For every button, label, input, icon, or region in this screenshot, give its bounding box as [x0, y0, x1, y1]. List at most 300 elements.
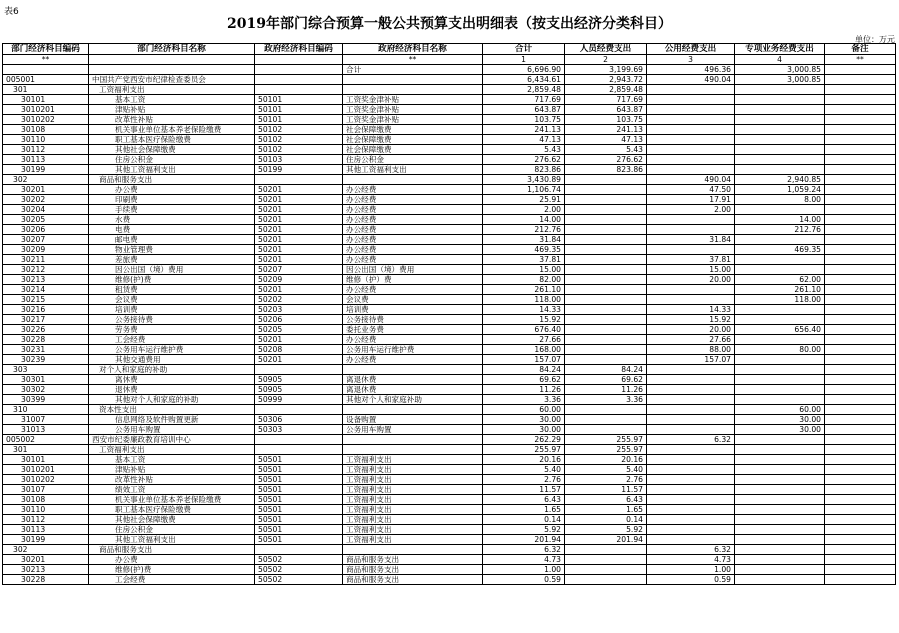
dept-name-cell: 印刷费: [89, 195, 255, 205]
dept-name-cell: 基本工资: [89, 455, 255, 465]
special-cell: [735, 135, 825, 145]
dept-name-cell: 其他工资福利支出: [89, 535, 255, 545]
special-cell: [735, 475, 825, 485]
gov-code-cell: [255, 445, 343, 455]
personnel-cell: 717.69: [565, 95, 647, 105]
special-cell: [735, 545, 825, 555]
gov-code-cell: 50501: [255, 495, 343, 505]
personnel-cell: [565, 425, 647, 435]
personnel-cell: [565, 355, 647, 365]
dept-name-cell: 公务接待费: [89, 315, 255, 325]
public-cell: 37.81: [647, 255, 735, 265]
special-cell: [735, 235, 825, 245]
special-cell: [735, 335, 825, 345]
special-cell: [735, 455, 825, 465]
remark-cell: [825, 265, 896, 275]
header-mark: **: [825, 55, 896, 65]
public-cell: 17.91: [647, 195, 735, 205]
personnel-cell: [565, 305, 647, 315]
public-cell: [647, 485, 735, 495]
gov-name-cell: 离退休费: [343, 385, 483, 395]
total-cell: 11.57: [483, 485, 565, 495]
special-cell: 60.00: [735, 405, 825, 415]
remark-cell: [825, 75, 896, 85]
dept-name-cell: 其他社会保障缴费: [89, 145, 255, 155]
special-cell: [735, 115, 825, 125]
public-cell: 15.92: [647, 315, 735, 325]
gov-code-cell: [255, 365, 343, 375]
gov-code-cell: 50201: [255, 245, 343, 255]
public-cell: 6.32: [647, 435, 735, 445]
dept-name-cell: 改革性补贴: [89, 115, 255, 125]
dept-name-cell: 中国共产党西安市纪律检查委员会: [89, 75, 255, 85]
gov-name-cell: [343, 405, 483, 415]
total-cell: 6.43: [483, 495, 565, 505]
public-cell: [647, 505, 735, 515]
gov-name-cell: 工资奖金津补贴: [343, 115, 483, 125]
public-cell: 1.00: [647, 565, 735, 575]
table-row: [3, 65, 896, 75]
special-cell: [735, 565, 825, 575]
public-cell: 490.04: [647, 175, 735, 185]
total-cell: 212.76: [483, 225, 565, 235]
total-cell: 1.65: [483, 505, 565, 515]
personnel-cell: [565, 555, 647, 565]
personnel-cell: 2.76: [565, 475, 647, 485]
remark-cell: [825, 65, 896, 75]
dept-code-cell: 30228: [3, 335, 89, 345]
dept-name-cell: 绩效工资: [89, 485, 255, 495]
personnel-cell: 643.87: [565, 105, 647, 115]
total-cell: 3,430.89: [483, 175, 565, 185]
personnel-cell: [565, 255, 647, 265]
public-cell: [647, 155, 735, 165]
public-cell: [647, 525, 735, 535]
dept-name-cell: 退休费: [89, 385, 255, 395]
total-cell: 47.13: [483, 135, 565, 145]
header-mark: 1: [483, 55, 565, 65]
personnel-cell: 5.92: [565, 525, 647, 535]
personnel-cell: 6.43: [565, 495, 647, 505]
gov-code-cell: 50208: [255, 345, 343, 355]
personnel-cell: [565, 225, 647, 235]
remark-cell: [825, 205, 896, 215]
special-cell: 2,940.85: [735, 175, 825, 185]
personnel-cell: 255.97: [565, 445, 647, 455]
public-cell: [647, 405, 735, 415]
remark-cell: [825, 445, 896, 455]
personnel-cell: [565, 325, 647, 335]
remark-cell: [825, 145, 896, 155]
gov-code-cell: 50205: [255, 325, 343, 335]
column-header: 合计: [483, 44, 565, 55]
gov-code-cell: 50502: [255, 565, 343, 575]
public-cell: [647, 375, 735, 385]
table-row: [3, 305, 896, 315]
table-row: [3, 75, 896, 85]
dept-name-cell: 住房公积金: [89, 155, 255, 165]
total-cell: 14.00: [483, 215, 565, 225]
total-cell: 6,696.90: [483, 65, 565, 75]
public-cell: 27.66: [647, 335, 735, 345]
gov-name-cell: [343, 85, 483, 95]
total-cell: 6.32: [483, 545, 565, 555]
unit-label: 单位：万元: [855, 35, 895, 44]
gov-name-cell: [343, 445, 483, 455]
special-cell: [735, 375, 825, 385]
remark-cell: [825, 215, 896, 225]
dept-code-cell: 30209: [3, 245, 89, 255]
column-header: 政府经济科目编码: [255, 44, 343, 55]
gov-code-cell: 50101: [255, 95, 343, 105]
dept-code-cell: 30301: [3, 375, 89, 385]
personnel-cell: [565, 235, 647, 245]
total-cell: 20.16: [483, 455, 565, 465]
public-cell: [647, 535, 735, 545]
dept-code-cell: 302: [3, 175, 89, 185]
total-cell: 15.00: [483, 265, 565, 275]
total-cell: 0.59: [483, 575, 565, 585]
dept-name-cell: 办公费: [89, 185, 255, 195]
dept-code-cell: 30215: [3, 295, 89, 305]
gov-name-cell: 公务接待费: [343, 315, 483, 325]
gov-name-cell: 办公经费: [343, 205, 483, 215]
table-row: [3, 395, 896, 405]
special-cell: [735, 385, 825, 395]
public-cell: [647, 415, 735, 425]
special-cell: 656.40: [735, 325, 825, 335]
sheet-label: 表6: [4, 7, 19, 17]
table-row: [3, 315, 896, 325]
gov-code-cell: 50199: [255, 165, 343, 175]
dept-code-cell: 30206: [3, 225, 89, 235]
personnel-cell: [565, 185, 647, 195]
dept-code-cell: 30214: [3, 285, 89, 295]
dept-code-cell: 30207: [3, 235, 89, 245]
special-cell: [735, 155, 825, 165]
table-row: [3, 485, 896, 495]
table-row: [3, 535, 896, 545]
gov-code-cell: 50102: [255, 125, 343, 135]
remark-cell: [825, 295, 896, 305]
gov-name-cell: [343, 175, 483, 185]
gov-name-cell: 工资福利支出: [343, 515, 483, 525]
header-mark: **: [3, 55, 89, 65]
gov-name-cell: 其他工资福利支出: [343, 165, 483, 175]
special-cell: [735, 305, 825, 315]
gov-name-cell: 办公经费: [343, 215, 483, 225]
dept-name-cell: 对个人和家庭的补助: [89, 365, 255, 375]
total-cell: 25.91: [483, 195, 565, 205]
gov-name-cell: 因公出国（境）费用: [343, 265, 483, 275]
table-row: [3, 215, 896, 225]
remark-cell: [825, 545, 896, 555]
dept-code-cell: 30101: [3, 95, 89, 105]
personnel-cell: [565, 415, 647, 425]
gov-code-cell: 50209: [255, 275, 343, 285]
remark-cell: [825, 305, 896, 315]
gov-code-cell: 50501: [255, 505, 343, 515]
dept-code-cell: 30302: [3, 385, 89, 395]
special-cell: [735, 505, 825, 515]
page-title: 2019年部门综合预算一般公共预算支出明细表（按支出经济分类科目）: [227, 16, 672, 32]
personnel-cell: [565, 245, 647, 255]
public-cell: [647, 445, 735, 455]
remark-cell: [825, 115, 896, 125]
personnel-cell: 255.97: [565, 435, 647, 445]
gov-code-cell: 50501: [255, 465, 343, 475]
remark-cell: [825, 375, 896, 385]
table-row: [3, 225, 896, 235]
total-cell: 31.84: [483, 235, 565, 245]
personnel-cell: 5.43: [565, 145, 647, 155]
dept-name-cell: 改革性补贴: [89, 475, 255, 485]
gov-code-cell: 50101: [255, 105, 343, 115]
gov-code-cell: 50102: [255, 135, 343, 145]
public-cell: 14.33: [647, 305, 735, 315]
dept-code-cell: 302: [3, 545, 89, 555]
special-cell: 62.00: [735, 275, 825, 285]
public-cell: [647, 245, 735, 255]
special-cell: [735, 365, 825, 375]
personnel-cell: 3,199.69: [565, 65, 647, 75]
table-row: [3, 135, 896, 145]
gov-code-cell: 50103: [255, 155, 343, 165]
special-cell: [735, 355, 825, 365]
personnel-cell: 0.14: [565, 515, 647, 525]
gov-code-cell: 50501: [255, 515, 343, 525]
dept-name-cell: 其他社会保障缴费: [89, 515, 255, 525]
gov-name-cell: 办公经费: [343, 235, 483, 245]
total-cell: 3.36: [483, 395, 565, 405]
gov-name-cell: 会议费: [343, 295, 483, 305]
dept-code-cell: 30201: [3, 185, 89, 195]
dept-code-cell: 30216: [3, 305, 89, 315]
total-cell: 201.94: [483, 535, 565, 545]
dept-name-cell: 工会经费: [89, 575, 255, 585]
gov-name-cell: 设备购置: [343, 415, 483, 425]
personnel-cell: 2,859.48: [565, 85, 647, 95]
total-cell: 1,106.74: [483, 185, 565, 195]
gov-name-cell: [343, 75, 483, 85]
dept-name-cell: 水费: [89, 215, 255, 225]
dept-code-cell: 30113: [3, 525, 89, 535]
public-cell: 157.07: [647, 355, 735, 365]
total-cell: 5.43: [483, 145, 565, 155]
remark-cell: [825, 355, 896, 365]
remark-cell: [825, 465, 896, 475]
personnel-cell: [565, 215, 647, 225]
dept-name-cell: 津贴补贴: [89, 105, 255, 115]
remark-cell: [825, 365, 896, 375]
table-row: [3, 245, 896, 255]
special-cell: [735, 85, 825, 95]
dept-name-cell: 基本工资: [89, 95, 255, 105]
dept-name-cell: 其他工资福利支出: [89, 165, 255, 175]
remark-cell: [825, 275, 896, 285]
dept-code-cell: 30107: [3, 485, 89, 495]
personnel-cell: 241.13: [565, 125, 647, 135]
public-cell: [647, 295, 735, 305]
dept-code-cell: 3010201: [3, 105, 89, 115]
dept-name-cell: 职工基本医疗保险缴费: [89, 505, 255, 515]
total-cell: 276.62: [483, 155, 565, 165]
public-cell: [647, 145, 735, 155]
gov-name-cell: 工资奖金津补贴: [343, 95, 483, 105]
dept-code-cell: 31013: [3, 425, 89, 435]
dept-code-cell: 30201: [3, 555, 89, 565]
dept-code-cell: 303: [3, 365, 89, 375]
dept-code-cell: 005001: [3, 75, 89, 85]
remark-cell: [825, 95, 896, 105]
dept-code-cell: 310: [3, 405, 89, 415]
dept-code-cell: 301: [3, 445, 89, 455]
dept-name-cell: 其他对个人和家庭的补助: [89, 395, 255, 405]
gov-code-cell: 50501: [255, 455, 343, 465]
remark-cell: [825, 425, 896, 435]
public-cell: [647, 105, 735, 115]
total-cell: 30.00: [483, 415, 565, 425]
table-row: [3, 425, 896, 435]
special-cell: [735, 465, 825, 475]
dept-code-cell: 3010201: [3, 465, 89, 475]
gov-code-cell: 50502: [255, 555, 343, 565]
remark-cell: [825, 105, 896, 115]
dept-name-cell: 职工基本医疗保险缴费: [89, 135, 255, 145]
dept-name-cell: 维修(护)费: [89, 565, 255, 575]
table-row: [3, 285, 896, 295]
total-cell: 2,859.48: [483, 85, 565, 95]
table-row: [3, 355, 896, 365]
table-row: [3, 165, 896, 175]
gov-name-cell: 住房公积金: [343, 155, 483, 165]
personnel-cell: [565, 335, 647, 345]
dept-name-cell: 公务用车运行维护费: [89, 345, 255, 355]
personnel-cell: [565, 175, 647, 185]
remark-cell: [825, 255, 896, 265]
column-header: 部门经济科目编码: [3, 44, 89, 55]
dept-name-cell: 邮电费: [89, 235, 255, 245]
personnel-cell: [565, 205, 647, 215]
total-cell: 255.97: [483, 445, 565, 455]
dept-code-cell: 30213: [3, 565, 89, 575]
table-row: [3, 495, 896, 505]
column-header: 政府经济科目名称: [343, 44, 483, 55]
remark-cell: [825, 225, 896, 235]
remark-cell: [825, 435, 896, 445]
gov-code-cell: 50201: [255, 335, 343, 345]
budget-table: [2, 43, 896, 585]
special-cell: 3,000.85: [735, 65, 825, 75]
table-row: [3, 505, 896, 515]
dept-name-cell: 公务用车购置: [89, 425, 255, 435]
total-cell: 103.75: [483, 115, 565, 125]
personnel-cell: [565, 265, 647, 275]
special-cell: [735, 555, 825, 565]
gov-code-cell: 50502: [255, 575, 343, 585]
public-cell: 88.00: [647, 345, 735, 355]
table-row: [3, 335, 896, 345]
gov-name-cell: [343, 365, 483, 375]
gov-name-cell: 办公经费: [343, 255, 483, 265]
public-cell: 20.00: [647, 275, 735, 285]
gov-name-cell: 工资福利支出: [343, 535, 483, 545]
dept-code-cell: 30205: [3, 215, 89, 225]
dept-code-cell: 30112: [3, 145, 89, 155]
public-cell: 2.00: [647, 205, 735, 215]
table-row: [3, 325, 896, 335]
public-cell: 0.59: [647, 575, 735, 585]
total-cell: 4.73: [483, 555, 565, 565]
remark-cell: [825, 325, 896, 335]
special-cell: [735, 125, 825, 135]
remark-cell: [825, 575, 896, 585]
gov-code-cell: 50999: [255, 395, 343, 405]
personnel-cell: 201.94: [565, 535, 647, 545]
special-cell: [735, 495, 825, 505]
special-cell: [735, 105, 825, 115]
gov-code-cell: [255, 65, 343, 75]
public-cell: 6.32: [647, 545, 735, 555]
header-row: [3, 44, 896, 55]
total-cell: 118.00: [483, 295, 565, 305]
remark-cell: [825, 555, 896, 565]
dept-code-cell: 30399: [3, 395, 89, 405]
gov-name-cell: 其他对个人和家庭补助: [343, 395, 483, 405]
total-cell: 643.87: [483, 105, 565, 115]
special-cell: 261.10: [735, 285, 825, 295]
dept-code-cell: 301: [3, 85, 89, 95]
gov-name-cell: 办公经费: [343, 285, 483, 295]
table-row: [3, 95, 896, 105]
special-cell: [735, 435, 825, 445]
dept-name-cell: 手续费: [89, 205, 255, 215]
dept-name-cell: 维修(护)费: [89, 275, 255, 285]
dept-code-cell: 30202: [3, 195, 89, 205]
remark-cell: [825, 235, 896, 245]
public-cell: [647, 455, 735, 465]
remark-cell: [825, 135, 896, 145]
total-cell: 823.86: [483, 165, 565, 175]
column-header: 专项业务经费支出: [735, 44, 825, 55]
dept-code-cell: 30113: [3, 155, 89, 165]
public-cell: 4.73: [647, 555, 735, 565]
gov-code-cell: 50203: [255, 305, 343, 315]
public-cell: [647, 215, 735, 225]
column-header: 人员经费支出: [565, 44, 647, 55]
gov-name-cell: 商品和服务支出: [343, 575, 483, 585]
dept-code-cell: 30231: [3, 345, 89, 355]
gov-name-cell: 维修（护）费: [343, 275, 483, 285]
gov-name-cell: 工资奖金津补贴: [343, 105, 483, 115]
special-cell: [735, 95, 825, 105]
total-cell: 30.00: [483, 425, 565, 435]
dept-name-cell: 机关事业单位基本养老保险缴费: [89, 125, 255, 135]
remark-cell: [825, 125, 896, 135]
total-cell: 37.81: [483, 255, 565, 265]
dept-name-cell: 租赁费: [89, 285, 255, 295]
dept-name-cell: 工资福利支出: [89, 85, 255, 95]
personnel-cell: 84.24: [565, 365, 647, 375]
dept-code-cell: 30239: [3, 355, 89, 365]
dept-name-cell: 商品和服务支出: [89, 175, 255, 185]
table-row: [3, 145, 896, 155]
dept-code-cell: 30110: [3, 505, 89, 515]
dept-code-cell: 30108: [3, 125, 89, 135]
gov-name-cell: 工资福利支出: [343, 455, 483, 465]
remark-cell: [825, 515, 896, 525]
dept-code-cell: 31007: [3, 415, 89, 425]
